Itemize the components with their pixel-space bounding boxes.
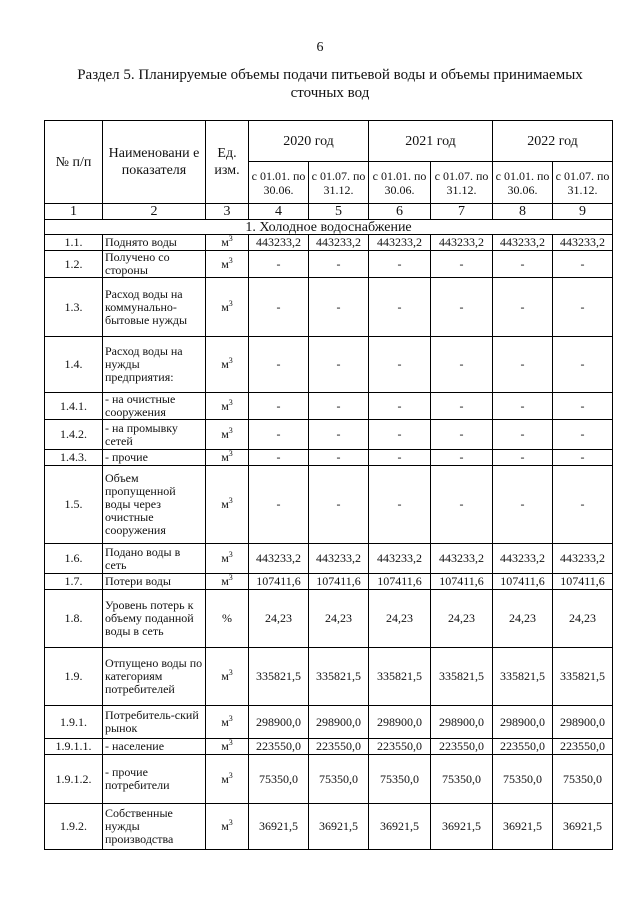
value-cell: - — [431, 393, 493, 420]
unit-superscript: 3 — [228, 298, 233, 308]
unit-cell — [206, 804, 249, 850]
row-number: 1.7. — [45, 574, 103, 590]
section-title: 1. Холодное водоснабжение — [45, 220, 613, 235]
value-cell: 298900,0 — [493, 706, 553, 739]
value-cell: - — [431, 466, 493, 544]
value-cell: 24,23 — [369, 590, 431, 648]
row-number: 1.4. — [45, 337, 103, 393]
value-cell: 443233,2 — [553, 544, 613, 574]
row-number: 1.5. — [45, 466, 103, 544]
value-cell: 443233,2 — [309, 544, 369, 574]
value-cell: - — [431, 450, 493, 466]
value-cell: 443233,2 — [493, 544, 553, 574]
value-cell: 298900,0 — [553, 706, 613, 739]
unit-label: м — [221, 256, 229, 271]
value-cell: 335821,5 — [553, 648, 613, 706]
value-cell: - — [493, 251, 553, 278]
header-num: № п/п — [45, 121, 103, 204]
value-cell: - — [369, 278, 431, 337]
unit-superscript: 3 — [228, 356, 233, 365]
value-cell: 36921,5 — [369, 804, 431, 850]
unit-label: м — [221, 497, 229, 511]
value-cell: 335821,5 — [249, 648, 309, 706]
unit-superscript: 3 — [228, 713, 233, 723]
value-cell: - — [369, 251, 431, 278]
table-row — [45, 450, 613, 466]
value-cell: - — [369, 450, 431, 466]
value-cell: 24,23 — [493, 590, 553, 648]
indicator-name: Отпущено воды по категориям потребителей — [103, 648, 206, 706]
table-row — [45, 590, 613, 648]
value-cell: 107411,6 — [553, 574, 613, 590]
unit-label: м — [221, 427, 229, 441]
indicator-name: Собственные нужды производства — [103, 804, 206, 850]
value-cell: - — [369, 420, 431, 450]
value-cell: 223550,0 — [431, 739, 493, 755]
unit-cell — [206, 574, 249, 590]
value-cell: - — [249, 420, 309, 450]
value-cell: - — [249, 251, 309, 278]
unit-label: м — [221, 450, 229, 464]
title-line-1: Раздел 5. Планируемые объемы подачи питьевой воды и объемы принимаемых — [77, 67, 583, 83]
unit-cell — [206, 706, 249, 739]
table-row — [45, 420, 613, 450]
unit-superscript: 3 — [228, 449, 233, 458]
unit-superscript: 3 — [228, 818, 233, 827]
row-number: 1.3. — [45, 278, 103, 337]
column-number: 9 — [553, 204, 613, 220]
value-cell: 36921,5 — [309, 804, 369, 850]
unit-label: м — [221, 398, 229, 413]
value-cell: - — [309, 450, 369, 466]
row-number: 1.4.1. — [45, 393, 103, 420]
unit-label: м — [221, 235, 229, 249]
table-row — [45, 648, 613, 706]
unit-superscript: 3 — [228, 738, 233, 747]
value-cell: - — [309, 251, 369, 278]
header-year: 2020 год — [249, 121, 369, 162]
unit-superscript: 3 — [228, 234, 233, 243]
unit-superscript: 3 — [228, 496, 233, 505]
column-number: 3 — [206, 204, 249, 220]
unit-label: м — [221, 771, 229, 786]
unit-superscript: 3 — [228, 668, 233, 677]
indicator-name: - прочие потребители — [103, 755, 206, 804]
column-number: 1 — [45, 204, 103, 220]
value-cell: 223550,0 — [493, 739, 553, 755]
unit-cell — [206, 739, 249, 755]
value-cell: - — [249, 466, 309, 544]
unit-cell — [206, 420, 249, 450]
value-cell: 443233,2 — [431, 235, 493, 251]
indicator-name: - на очистные сооружения — [103, 393, 206, 420]
unit-cell — [206, 755, 249, 804]
indicator-name: Получено со стороны — [103, 251, 206, 278]
value-cell: 335821,5 — [431, 648, 493, 706]
value-cell: 107411,6 — [493, 574, 553, 590]
value-cell: - — [553, 337, 613, 393]
row-number: 1.9.1.2. — [45, 755, 103, 804]
header-year: 2022 год — [493, 121, 613, 162]
value-cell: 443233,2 — [369, 235, 431, 251]
unit-cell — [206, 278, 249, 337]
value-cell: 223550,0 — [369, 739, 431, 755]
unit-superscript: 3 — [228, 770, 233, 780]
indicator-name: Потери воды — [103, 574, 206, 590]
header-name: Наименовани е показателя — [103, 121, 206, 204]
unit-label: м — [221, 714, 229, 729]
unit-label: м — [221, 551, 229, 565]
unit-superscript: 3 — [228, 573, 233, 582]
value-cell: 107411,6 — [309, 574, 369, 590]
value-cell: - — [493, 450, 553, 466]
value-cell: - — [369, 393, 431, 420]
value-cell: 36921,5 — [493, 804, 553, 850]
value-cell: - — [309, 278, 369, 337]
header-period: с 01.01. по 30.06. — [493, 162, 553, 204]
unit-cell — [206, 590, 249, 648]
unit-cell — [206, 450, 249, 466]
value-cell: - — [493, 420, 553, 450]
row-number: 1.9.1.1. — [45, 739, 103, 755]
row-number: 1.8. — [45, 590, 103, 648]
value-cell: 107411,6 — [431, 574, 493, 590]
value-cell: - — [431, 278, 493, 337]
indicator-name: - на промывку сетей — [103, 420, 206, 450]
header-period: с 01.07. по 31.12. — [553, 162, 613, 204]
value-cell: - — [309, 466, 369, 544]
value-cell: 24,23 — [431, 590, 493, 648]
value-cell: - — [249, 337, 309, 393]
value-cell: 298900,0 — [309, 706, 369, 739]
table-row — [45, 393, 613, 420]
unit-superscript: 3 — [228, 397, 233, 407]
value-cell: 75350,0 — [553, 755, 613, 804]
value-cell: - — [553, 251, 613, 278]
value-cell: 107411,6 — [249, 574, 309, 590]
table-row — [45, 337, 613, 393]
row-number: 1.4.2. — [45, 420, 103, 450]
value-cell: 443233,2 — [553, 235, 613, 251]
table-row — [45, 251, 613, 278]
value-cell: 24,23 — [553, 590, 613, 648]
table-row — [45, 544, 613, 574]
value-cell: 223550,0 — [249, 739, 309, 755]
title-line-2: сточных вод — [290, 85, 370, 101]
value-cell: 443233,2 — [309, 235, 369, 251]
value-cell: - — [249, 278, 309, 337]
column-number: 8 — [493, 204, 553, 220]
unit-cell — [206, 251, 249, 278]
table-row — [45, 574, 613, 590]
column-number: 7 — [431, 204, 493, 220]
value-cell: 24,23 — [309, 590, 369, 648]
unit-label: м — [221, 574, 229, 588]
value-cell: - — [369, 337, 431, 393]
value-cell: - — [309, 420, 369, 450]
unit-superscript: 3 — [228, 255, 233, 265]
value-cell: 443233,2 — [249, 544, 309, 574]
value-cell: 443233,2 — [249, 235, 309, 251]
unit-cell — [206, 337, 249, 393]
unit-superscript: 3 — [228, 426, 233, 435]
column-number: 5 — [309, 204, 369, 220]
table-row — [45, 278, 613, 337]
table-row — [45, 235, 613, 251]
table-row — [45, 804, 613, 850]
value-cell: 223550,0 — [309, 739, 369, 755]
value-cell: 24,23 — [249, 590, 309, 648]
row-number: 1.4.3. — [45, 450, 103, 466]
page-number: 6 — [316, 40, 324, 55]
value-cell: 443233,2 — [493, 235, 553, 251]
header-unit: Ед. изм. — [206, 121, 249, 204]
column-number: 2 — [103, 204, 206, 220]
value-cell: 75350,0 — [431, 755, 493, 804]
value-cell: 335821,5 — [493, 648, 553, 706]
value-cell: - — [431, 337, 493, 393]
row-number: 1.9.2. — [45, 804, 103, 850]
value-cell: 36921,5 — [249, 804, 309, 850]
row-number: 1.6. — [45, 544, 103, 574]
header-period: с 01.01. по 30.06. — [369, 162, 431, 204]
column-number: 4 — [249, 204, 309, 220]
value-cell: - — [493, 337, 553, 393]
value-cell: 335821,5 — [309, 648, 369, 706]
value-cell: - — [553, 450, 613, 466]
table-row — [45, 739, 613, 755]
value-cell: - — [309, 393, 369, 420]
header-period: с 01.01. по 30.06. — [249, 162, 309, 204]
unit-label: % — [222, 611, 232, 625]
value-cell: - — [309, 337, 369, 393]
value-cell: - — [493, 466, 553, 544]
value-cell: - — [553, 420, 613, 450]
value-cell: - — [249, 393, 309, 420]
value-cell: - — [431, 251, 493, 278]
unit-label: м — [221, 299, 229, 314]
indicator-name: Подано воды в сеть — [103, 544, 206, 574]
indicator-name: Расход воды на коммунально-бытовые нужды — [103, 278, 206, 337]
value-cell: 443233,2 — [431, 544, 493, 574]
indicator-name: Уровень потерь к объему поданной воды в сеть — [103, 590, 206, 648]
value-cell: - — [431, 420, 493, 450]
value-cell: - — [493, 278, 553, 337]
value-cell: 298900,0 — [369, 706, 431, 739]
indicator-name: - население — [103, 739, 206, 755]
unit-label: м — [221, 819, 229, 833]
value-cell: 36921,5 — [553, 804, 613, 850]
column-number: 6 — [369, 204, 431, 220]
unit-superscript: 3 — [228, 550, 233, 559]
unit-cell — [206, 544, 249, 574]
indicator-name: Расход воды на нужды предприятия: — [103, 337, 206, 393]
value-cell: - — [553, 278, 613, 337]
unit-label: м — [221, 739, 229, 753]
table-row — [45, 706, 613, 739]
row-number: 1.2. — [45, 251, 103, 278]
header-period: с 01.07. по 31.12. — [431, 162, 493, 204]
row-number: 1.9. — [45, 648, 103, 706]
unit-label: м — [221, 357, 229, 371]
indicator-name: Объем пропущенной воды через очистные сооружения — [103, 466, 206, 544]
indicator-name: Поднято воды — [103, 235, 206, 251]
page-title — [60, 66, 600, 102]
table-row — [45, 466, 613, 544]
value-cell: 443233,2 — [369, 544, 431, 574]
value-cell: - — [553, 393, 613, 420]
value-cell: 298900,0 — [431, 706, 493, 739]
value-cell: - — [493, 393, 553, 420]
value-cell: - — [249, 450, 309, 466]
value-cell: 223550,0 — [553, 739, 613, 755]
unit-label: м — [221, 669, 229, 683]
unit-cell — [206, 393, 249, 420]
indicator-name: - прочие — [103, 450, 206, 466]
value-cell: 335821,5 — [369, 648, 431, 706]
header-period: с 01.07. по 31.12. — [309, 162, 369, 204]
water-volume-table — [44, 120, 613, 850]
row-number: 1.9.1. — [45, 706, 103, 739]
unit-cell — [206, 235, 249, 251]
unit-cell — [206, 648, 249, 706]
row-number: 1.1. — [45, 235, 103, 251]
value-cell: 107411,6 — [369, 574, 431, 590]
value-cell: 75350,0 — [369, 755, 431, 804]
value-cell: - — [553, 466, 613, 544]
indicator-name: Потребитель-ский рынок — [103, 706, 206, 739]
header-year: 2021 год — [369, 121, 493, 162]
table-row — [45, 755, 613, 804]
value-cell: 75350,0 — [249, 755, 309, 804]
unit-cell — [206, 466, 249, 544]
value-cell: 298900,0 — [249, 706, 309, 739]
value-cell: 75350,0 — [493, 755, 553, 804]
value-cell: - — [369, 466, 431, 544]
value-cell: 36921,5 — [431, 804, 493, 850]
value-cell: 75350,0 — [309, 755, 369, 804]
